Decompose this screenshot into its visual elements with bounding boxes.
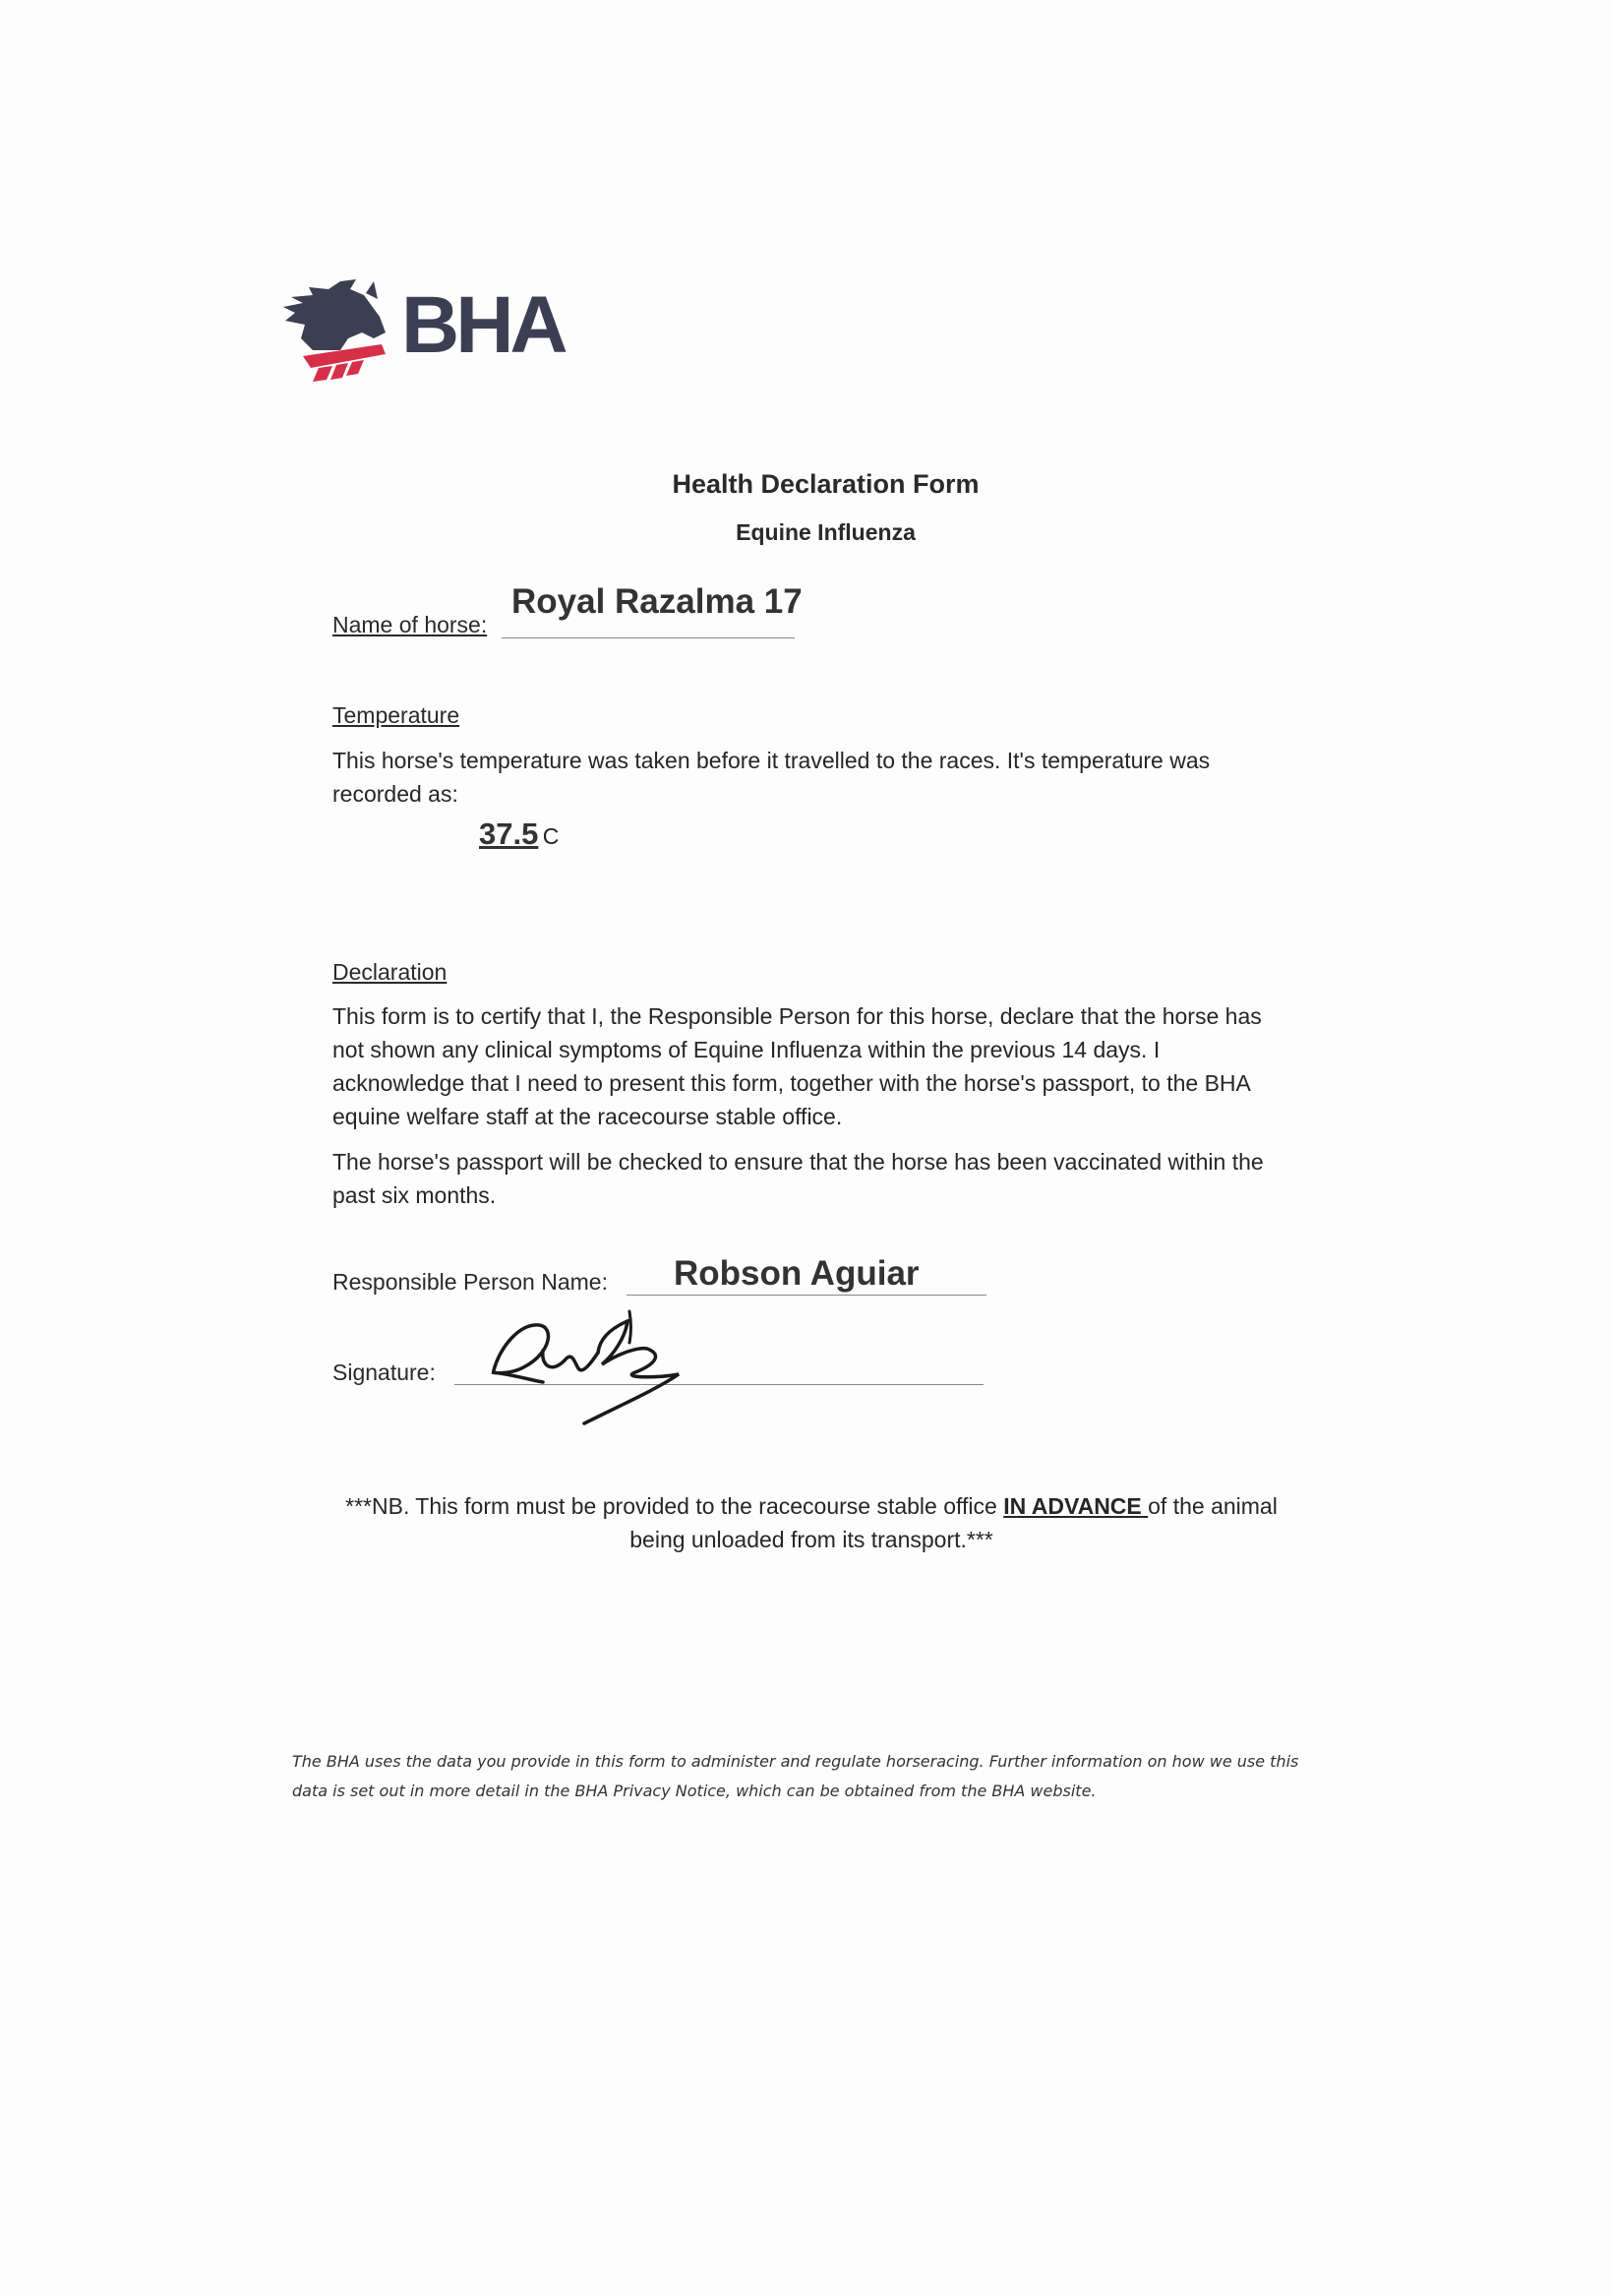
privacy-footer: The BHA uses the data you provide in this form to administer and regulate horseracing. Further information on how we use this data is set out in more detail in the BHA Privacy Notice, which can be obtained from the BHA website. [292,1752,1299,1800]
horse-name-label: Name of horse: [332,612,488,637]
advance-notice [325,1489,1298,1556]
declaration-heading: Declaration [332,959,448,985]
page-subtitle: Equine Influenza [736,519,916,545]
declaration-paragraph-2: The horse's passport will be checked to ensure that the horse has been vaccinated within the past six months. [332,1149,1264,1208]
horse-head-icon [283,277,401,386]
notice-emphasis: IN ADVANCE [1003,1493,1149,1519]
temperature-value: 37.5 [479,816,539,851]
responsible-person-line [627,1295,986,1296]
responsible-person-value: Robson Aguiar [674,1254,920,1293]
logo-text: BHA [401,280,565,370]
declaration-paragraph-1: This form is to certify that I, the Responsible Person for this horse, declare that the horse has not shown any clinical symptoms of Equine Influenza within the previous 14 days. I acknowledge that I need to present this form, together with the horse's passport, to the BHA equine welfare staff at the racecourse stable office. [332,1003,1262,1129]
handwritten-signature [482,1303,698,1431]
signature-label: Signature: [332,1359,436,1385]
horse-name-value: Royal Razalma 17 [511,582,803,621]
horse-name-line [502,637,795,638]
temperature-text: This horse's temperature was taken before it travelled to the races. It's temperature was recorded as: [332,748,1211,807]
temperature-heading: Temperature [332,702,460,728]
notice-text-before: ***NB. This form must be provided to the racecourse stable office [345,1493,1004,1519]
responsible-person-label: Responsible Person Name: [332,1269,608,1295]
temperature-unit: C [542,823,560,849]
bha-logo [283,277,565,386]
notice-text-after: of the animal being unloaded from its transport.*** [629,1493,1278,1552]
page-title: Health Declaration Form [672,469,980,499]
temperature-reading [479,816,559,852]
